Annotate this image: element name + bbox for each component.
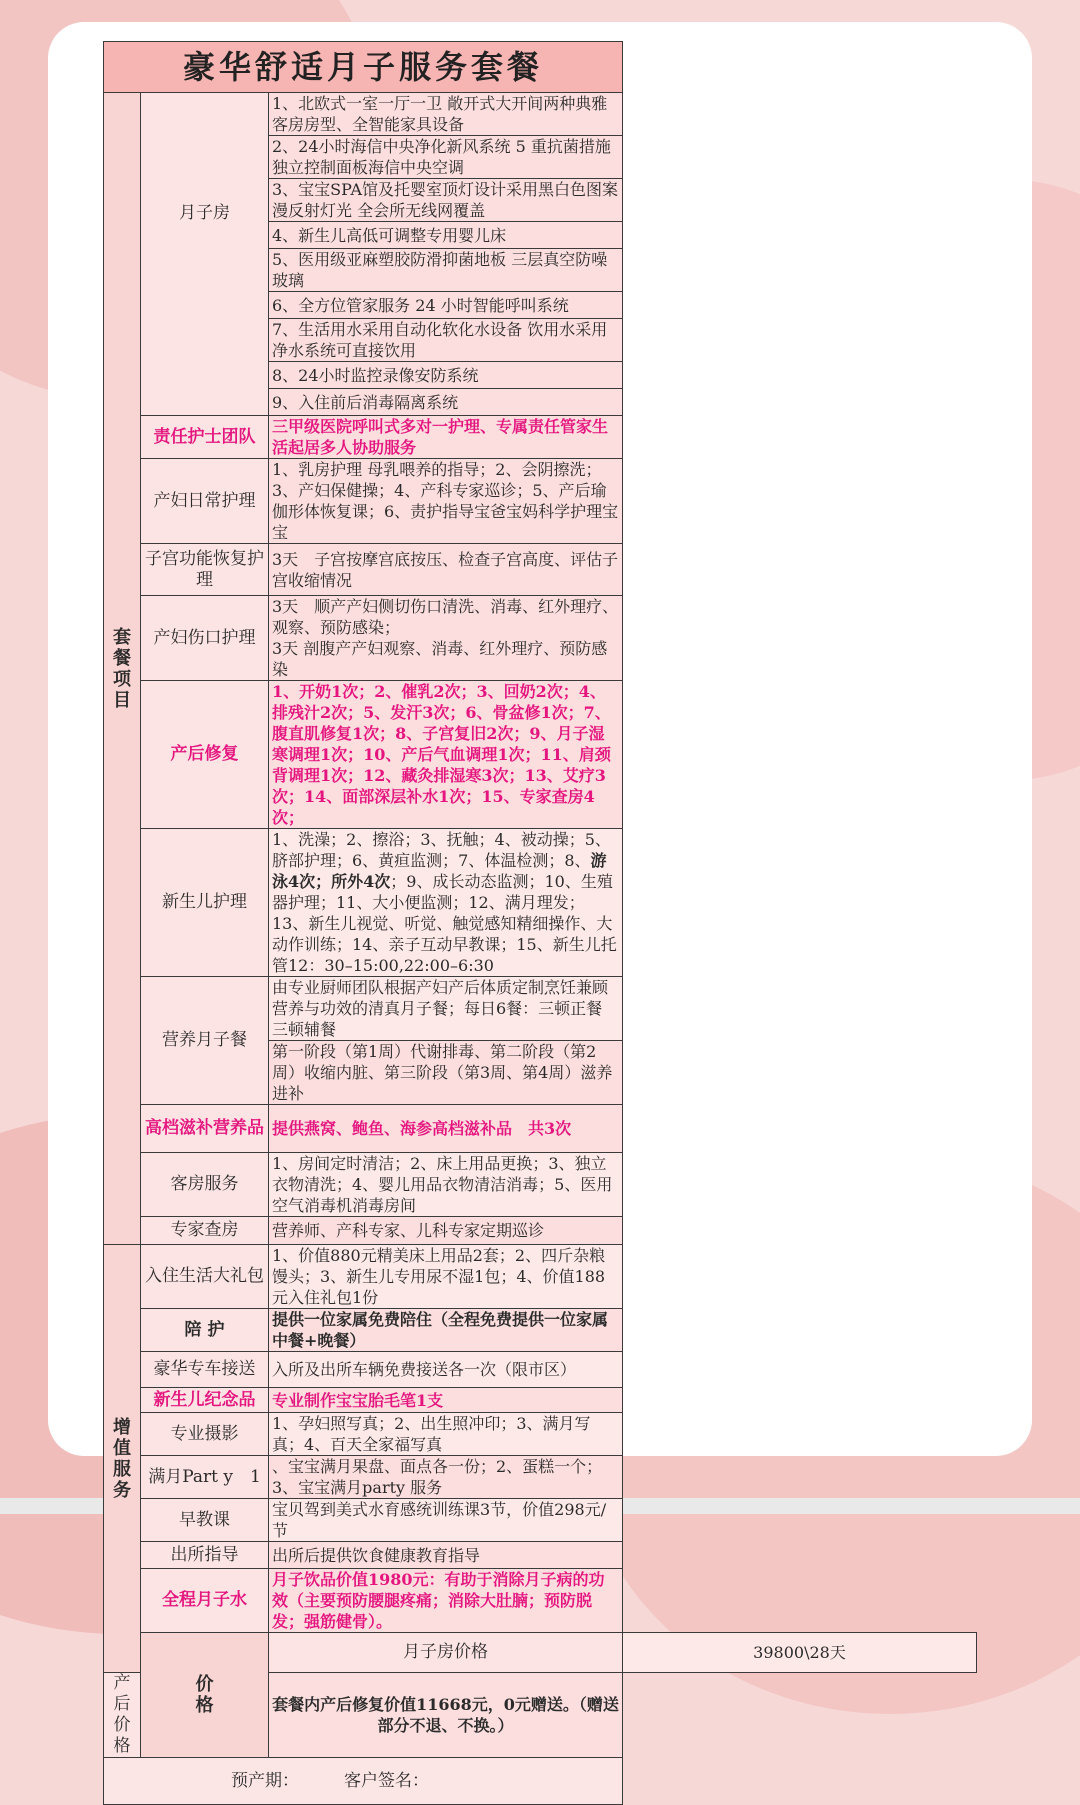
guidance-text: 出所后提供饮食健康教育指导 bbox=[269, 1542, 623, 1569]
room-item: 6、全方位管家服务 24 小时智能呼叫系统 bbox=[269, 292, 623, 319]
newborn-text-a: 1、洗澡；2、擦浴；3、抚触；4、被动操；5、脐部护理；6、黄疸监测；7、体温检测；8、 bbox=[272, 830, 611, 870]
postpartum-price-value: 套餐内产后修复价值11668元，0元赠送。（赠送部分不退、不换。） bbox=[269, 1673, 623, 1758]
meal-text-2: 第一阶段（第1周）代谢排毒、第二阶段（第2周）收缩内脏、第三阶段（第3周、第4周）滋养进补 bbox=[269, 1041, 623, 1105]
uterus-text: 3天 子宫按摩宫底按压、检查子宫高度、评估子宫收缩情况 bbox=[269, 544, 623, 596]
room-price-label: 月子房价格 bbox=[269, 1633, 623, 1673]
tonic-label: 高档滋补营养品 bbox=[141, 1105, 269, 1153]
room-item: 1、北欧式一室一厅一卫 敞开式大开间两种典雅客房房型、全智能家具设备 bbox=[269, 93, 623, 136]
wound-text bbox=[269, 596, 623, 681]
room-item: 2、24小时海信中央净化新风系统 5 重抗菌措施独立控制面板海信中央空调 bbox=[269, 136, 623, 179]
signature-field[interactable]: 客户签名： bbox=[344, 1770, 429, 1791]
page-title: 豪华舒适月子服务套餐 bbox=[104, 42, 623, 93]
section-price: 价格 bbox=[141, 1633, 269, 1758]
newborn-text-b: ；9、成长动态监测；10、生殖器护理；11、大小便监测；12、满月理发；13、新生儿视觉、听觉、触觉感知精细操作、大动作训练；14、亲子互动早教课；15、新生儿托管12：30–15:00,22:00–6:30 bbox=[272, 872, 617, 975]
room-item: 3、宝宝SPA馆及托婴室顶灯设计采用黑白色图案漫反射灯光 全会所无线网覆盖 bbox=[269, 179, 623, 222]
signature-row bbox=[104, 1758, 623, 1805]
newborn-text-bold: 游泳4次；所外4次 bbox=[272, 851, 607, 891]
escort-label: 陪 护 bbox=[141, 1309, 269, 1352]
newborn-text bbox=[269, 829, 623, 977]
expert-label: 专家查房 bbox=[141, 1217, 269, 1245]
party-text: 、宝宝满月果盘、面点各一份；2、蛋糕一个；3、宝宝满月party 服务 bbox=[269, 1456, 623, 1499]
postpartum-price-label: 产后价格 bbox=[104, 1673, 141, 1758]
photo-text: 1、孕妇照写真；2、出生照冲印；3、满月写真；4、百天全家福写真 bbox=[269, 1413, 623, 1456]
nurse-team-label: 责任护士团队 bbox=[141, 416, 269, 459]
daily-care-text: 1、乳房护理 母乳喂养的指导；2、会阴擦洗；3、产妇保健操；4、产科专家巡诊；5、产后瑜伽形体恢复课；6、责护指导宝爸宝妈科学护理宝宝 bbox=[269, 459, 623, 544]
escort-text: 提供一位家属免费陪住（全程免费提供一位家属中餐+晚餐） bbox=[269, 1309, 623, 1352]
souvenir-text: 专业制作宝宝胎毛笔1支 bbox=[269, 1388, 623, 1413]
housekeeping-text: 1、房间定时清洁；2、床上用品更换；3、独立衣物清洗；4、婴儿用品衣物清洁消毒；5、医用空气消毒机消毒房间 bbox=[269, 1153, 623, 1217]
party-label: 满月Part y 1 bbox=[141, 1456, 269, 1499]
tonic-text: 提供燕窝、鲍鱼、海参高档滋补品 共3次 bbox=[269, 1105, 623, 1153]
water-text: 月子饮品价值1980元：有助于消除月子病的功效（主要预防腰腿疼痛；消除大肚腩；预防脱发；强筋健骨）。 bbox=[269, 1569, 623, 1633]
room-price-value: 39800\28天 bbox=[623, 1633, 977, 1673]
early-edu-label: 早教课 bbox=[141, 1499, 269, 1542]
room-item: 5、医用级亚麻塑胶防滑抑菌地板 三层真空防噪玻璃 bbox=[269, 249, 623, 292]
postpartum-text: 1、开奶1次；2、催乳2次；3、回奶2次；4、排残汁2次；5、发汗3次；6、骨盆修1次；7、腹直肌修复1次；8、子宫复旧2次；9、月子湿寒调理1次；10、产后气血调理1次；11、肩颈背调理1次；12、藏灸排湿寒3次；13、艾疗3次；14、面部深层补水1次；15、专家查房4次； bbox=[269, 681, 623, 829]
nurse-team-text: 三甲级医院呼叫式多对一护理、专属责任管家生活起居多人协助服务 bbox=[269, 416, 623, 459]
water-label: 全程月子水 bbox=[141, 1569, 269, 1633]
wound-label: 产妇伤口护理 bbox=[141, 596, 269, 681]
section-package: 套餐项目 bbox=[104, 93, 141, 1245]
car-label: 豪华专车接送 bbox=[141, 1352, 269, 1388]
expert-text: 营养师、产科专家、儿科专家定期巡诊 bbox=[269, 1217, 623, 1245]
room-item: 8、24小时监控录像安防系统 bbox=[269, 362, 623, 389]
photo-label: 专业摄影 bbox=[141, 1413, 269, 1456]
early-edu-text: 宝贝驾到美式水育感统训练课3节，价值298元/节 bbox=[269, 1499, 623, 1542]
souvenir-label: 新生儿纪念品 bbox=[141, 1388, 269, 1413]
gift-text: 1、价值880元精美床上用品2套；2、四斤杂粮馒头；3、新生儿专用尿不湿1包；4、价值188元入住礼包1份 bbox=[269, 1245, 623, 1309]
postpartum-label: 产后修复 bbox=[141, 681, 269, 829]
meal-text-1: 由专业厨师团队根据产妇产后体质定制烹饪兼顾营养与功效的清真月子餐；每日6餐：三顿正餐 三顿辅餐 bbox=[269, 977, 623, 1041]
section-value-added: 增值服务 bbox=[104, 1245, 141, 1673]
wound-line: 3天 顺产产妇侧切伤口清洗、消毒、红外理疗、观察、预防感染； bbox=[272, 597, 619, 637]
room-item: 7、生活用水采用自动化软化水设备 饮用水采用净水系统可直接饮用 bbox=[269, 319, 623, 362]
service-menu-table bbox=[103, 41, 977, 1805]
car-text: 入所及出所车辆免费接送各一次（限市区） bbox=[269, 1352, 623, 1388]
newborn-label: 新生儿护理 bbox=[141, 829, 269, 977]
housekeeping-label: 客房服务 bbox=[141, 1153, 269, 1217]
meal-label: 营养月子餐 bbox=[141, 977, 269, 1105]
daily-care-label: 产妇日常护理 bbox=[141, 459, 269, 544]
uterus-label: 子宫功能恢复护理 bbox=[141, 544, 269, 596]
room-item: 4、新生儿高低可调整专用婴儿床 bbox=[269, 222, 623, 249]
room-item: 9、入住前后消毒隔离系统 bbox=[269, 389, 623, 416]
gift-label: 入住生活大礼包 bbox=[141, 1245, 269, 1309]
wound-line: 3天 剖腹产产妇观察、消毒、红外理疗、预防感染 bbox=[272, 639, 608, 679]
due-date-field[interactable]: 预产期： bbox=[231, 1770, 299, 1791]
guidance-label: 出所指导 bbox=[141, 1542, 269, 1569]
room-label: 月子房 bbox=[141, 93, 269, 416]
